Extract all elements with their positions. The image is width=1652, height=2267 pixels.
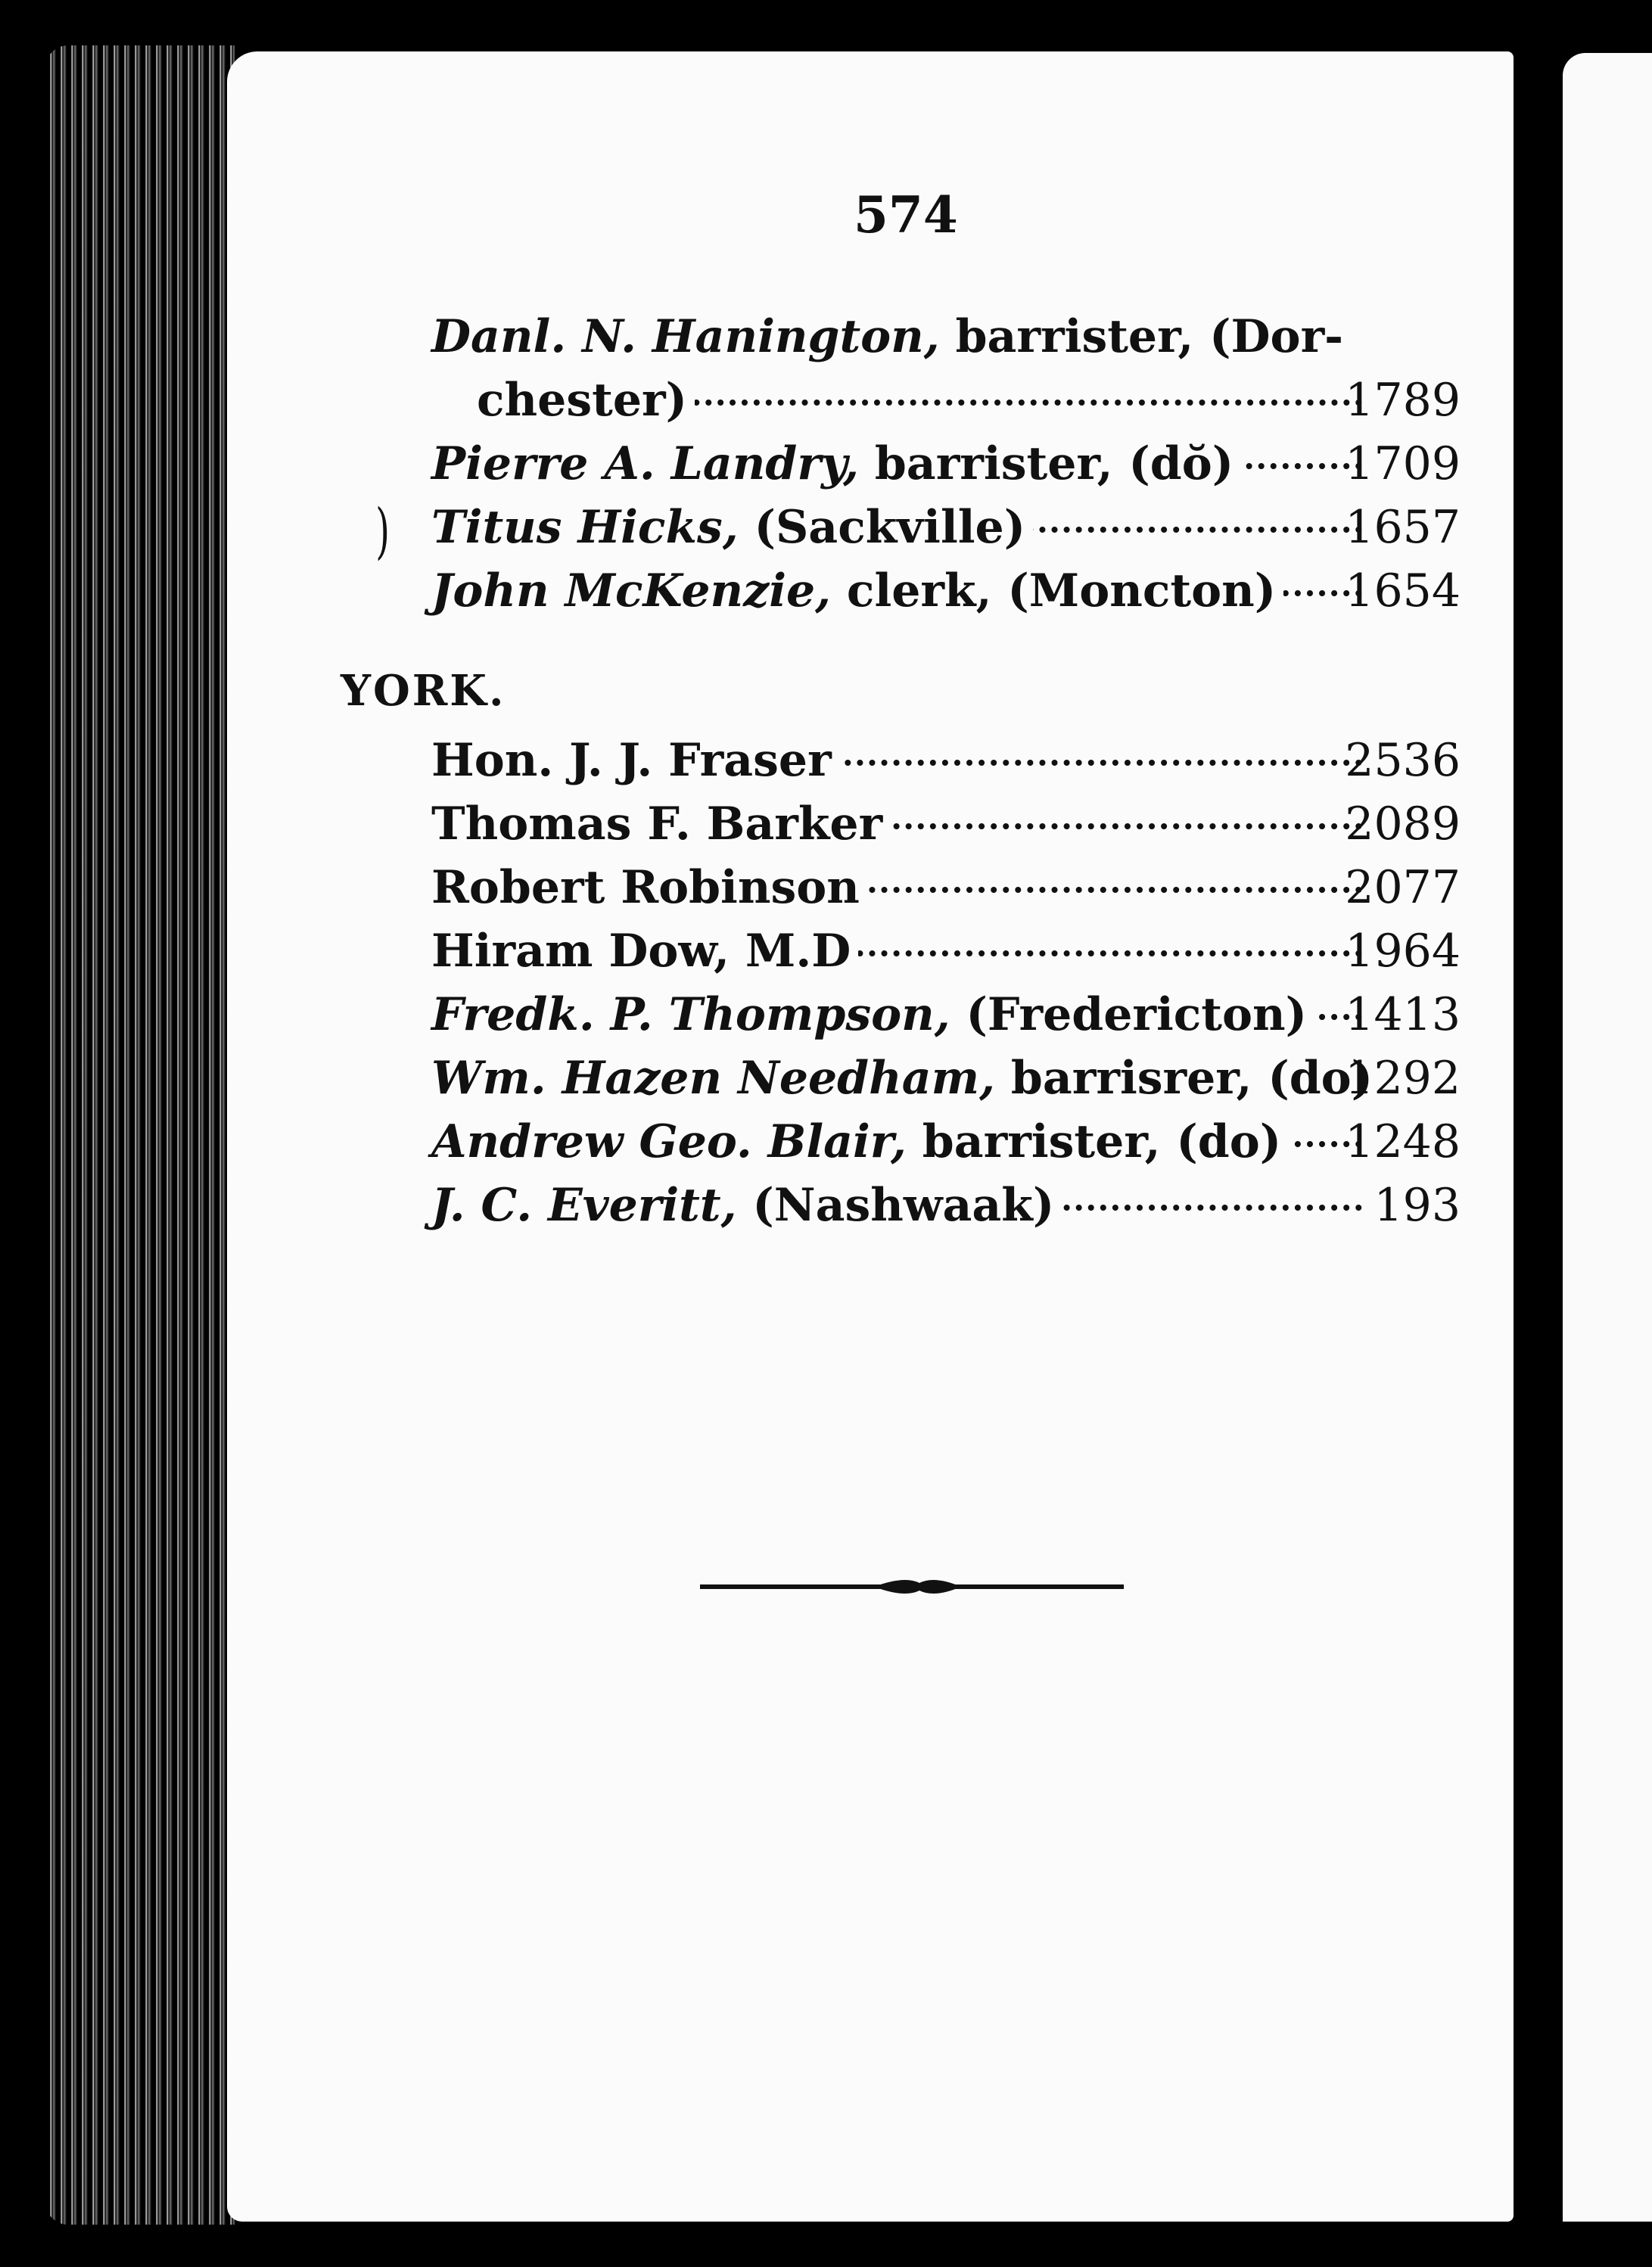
entry-detail: barrister, (Dor- — [939, 310, 1344, 363]
entry-name: John McKenzie, — [431, 564, 832, 617]
entry-name: Hon. J. J. Fraser — [431, 734, 839, 787]
entry-detail: clerk, (Moncton) — [831, 564, 1277, 617]
entry-hanington-cont — [477, 374, 1461, 427]
entry-thompson — [431, 988, 1461, 1041]
entry-detail-cont: chester) — [477, 374, 695, 427]
entry-name: J. C. Everitt, — [431, 1179, 737, 1232]
entry-fraser — [431, 734, 1461, 787]
entry-blair — [431, 1115, 1461, 1168]
entry-dow — [431, 925, 1461, 978]
entry-name: Danl. N. Hanington, — [431, 310, 940, 363]
entry-hicks — [431, 501, 1461, 554]
entry-name: Fredk. P. Thompson, — [431, 988, 950, 1041]
entry-votes: 2077 — [1345, 861, 1461, 914]
margin-mark: ) — [375, 496, 390, 566]
entry-name: Pierre A. Landry, — [431, 437, 859, 490]
entry-votes: 2089 — [1345, 798, 1461, 851]
entry-detail: barrister, (dŏ) — [858, 437, 1234, 490]
entry-name: Thomas F. Barker — [431, 798, 890, 851]
page-edges — [45, 45, 235, 2225]
entry-hanington — [431, 310, 1461, 363]
entry-detail: barrisrer, (do) — [995, 1052, 1374, 1105]
entry-name: Hiram Dow, M.D — [431, 925, 858, 978]
entry-votes: 1964 — [1345, 925, 1461, 978]
entry-name: Andrew Geo. Blair, — [431, 1115, 907, 1168]
entry-everitt — [431, 1179, 1461, 1232]
entry-votes: 1248 — [1345, 1115, 1461, 1168]
page-number: 574 — [854, 185, 958, 244]
entry-detail: barrister, (do) — [906, 1115, 1282, 1168]
entry-detail: (Fredericton) — [950, 988, 1308, 1041]
entry-votes: 1789 — [1345, 374, 1461, 427]
entry-name: Robert Robinson — [431, 861, 867, 914]
entry-votes: 193 — [1374, 1179, 1461, 1232]
entry-barker — [431, 798, 1461, 851]
entry-votes: 1413 — [1345, 988, 1461, 1041]
entry-name: Titus Hicks, — [431, 501, 739, 554]
entry-votes: 1292 — [1345, 1052, 1461, 1105]
entry-votes: 2536 — [1345, 734, 1461, 787]
ornamental-rule — [700, 1575, 1124, 1598]
entry-votes: 1709 — [1345, 437, 1461, 490]
facing-page-edge — [1563, 53, 1652, 2222]
entry-detail: (Nashwaak) — [736, 1179, 1055, 1232]
entry-detail: (Sackville) — [738, 501, 1026, 554]
entry-needham — [431, 1052, 1461, 1105]
section-heading: YORK. — [341, 666, 506, 716]
entry-landry — [431, 437, 1461, 490]
entry-name: Wm. Hazen Needham, — [431, 1052, 995, 1105]
entry-mckenzie — [431, 564, 1461, 617]
entry-robinson — [431, 861, 1461, 914]
entry-votes: 1654 — [1345, 564, 1461, 617]
entry-votes: 1657 — [1345, 501, 1461, 554]
